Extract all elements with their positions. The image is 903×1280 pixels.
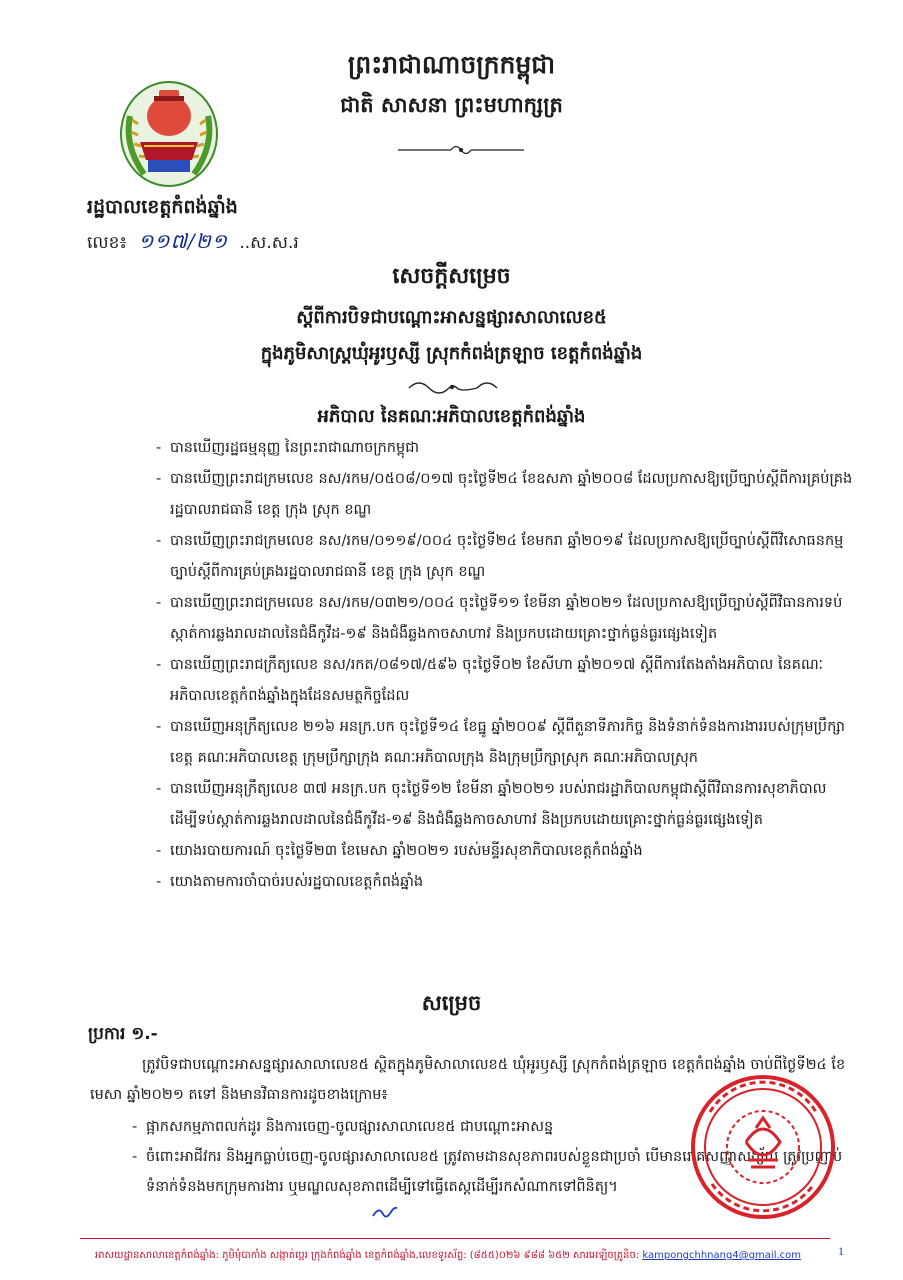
reference-label: លេខ៖ (87, 233, 127, 253)
consideration-item: - បានឃើញអនុក្រឹត្យលេខ ៣៧ អនក្រ.បក ចុះថ្ងៃទី១២ ខែមីនា ឆ្នាំ២០២១ របស់រាជរដ្ឋាភិបាលកម្ពុជាស្ដីពីវិធានការសុខាភិបាលដើម្បីទប់ស្កាត់ការឆ្លងរាលដាលនៃជំងឺកូវីដ-១៩ និងជំងឺឆ្លងកាចសាហាវ និងប្រកបដោយគ្រោះថ្នាក់ធ្ងន់ធ្ងរផ្សេងទៀត (156, 774, 856, 836)
subject-line-1: ស្ដីពីការបិទជាបណ្ដោះអាសន្នផ្សារសាលាលេខ៥ (296, 307, 607, 328)
authority-line: អភិបាល នៃគណៈអភិបាលខេត្តកំពង់ឆ្នាំង (317, 406, 586, 427)
ornament-divider-icon (396, 140, 526, 160)
official-seal-icon (688, 1072, 838, 1222)
footer-text: អាសយដ្ឋានសាលាខេត្តកំពង់ឆ្នាំង: ភូមិមុំបាកាំង សង្កាត់ប្អេរ ក្រុងកំពង់ឆ្នាំង ខេត្តកំពង់ឆ្នាំង,លេខទូរស័ព្ទ: (៨៥៥)០២៦ ៩៨៨ ៦៥២ សារអេឡិចត្រូនិច: (95, 1250, 640, 1261)
consideration-item: - បានឃើញព្រះរាជក្រមលេខ នស/រកម/០១១៩/០០៤ ចុះថ្ងៃទី២៤ ខែមករា ឆ្នាំ២០១៩ ដែលប្រកាសឱ្យប្រើច្បាប់ស្ដីពីវិសោធនកម្មច្បាប់ស្ដីពីការគ្រប់គ្រងរដ្ឋបាលរាជធានី ខេត្ត ក្រុង ស្រុក ខណ្ឌ (156, 526, 856, 588)
footer-address (95, 1248, 825, 1263)
considerations-list (156, 433, 856, 898)
provincial-logo-icon (118, 76, 220, 188)
consideration-item: - បានឃើញព្រះរាជក្រមលេខ នស/រកម/០៣២១/០០៤ ចុះថ្ងៃទី១១ ខែមីនា ឆ្នាំ២០២១ ដែលប្រកាសឱ្យប្រើច្បាប់ស្ដីពីវិធានការទប់ស្កាត់ការឆ្លងរាលដាលនៃជំងឺកូវីដ-១៩ និងជំងឺឆ្លងកាចសាហាវ និងប្រកបដោយគ្រោះថ្នាក់ធ្ងន់ធ្ងរផ្សេងទៀត (156, 588, 856, 650)
document-type: សេចក្ដីសម្រេច (392, 264, 511, 289)
article-paragraph: ត្រូវបិទជាបណ្ដោះអាសន្នផ្សារសាលាលេខ៥ ស្ថិតក្នុងភូមិសាលាលេខ៥ ឃុំអូរឫស្សី ស្រុកកំពង់ត្រឡាច ខេត្តកំពង់ឆ្នាំង ចាប់ពីថ្ងៃទី២៤ ខែមេសា ឆ្នាំ២០២១ តទៅ និងមានវិធានការដូចខាងក្រោម៖ (90, 1057, 846, 1103)
measure-item: - ចំពោះអាជីវករ និងអ្នកធ្លាប់ចេញ-ចូលផ្សារសាលាលេខ៥ ត្រូវតាមដានសុខភាពរបស់ខ្លួនជាប្រចាំ បើមានរោគសញ្ញាសង្ស័យ ត្រូវប្រញាប់ទំនាក់ទំនងមកក្រុមការងារ ឬមណ្ឌលសុខភាពដើម្បីទៅធ្វើតេស្តដើម្បីរកសំណាកទៅពិនិត្យ។ (132, 1142, 862, 1202)
ornament-flourish-icon (405, 376, 500, 396)
measure-item: - ផ្អាកសកម្មភាពលក់ដូរ និងការចេញ-ចូលផ្សារសាលាលេខ៥ ជាបណ្ដោះអាសន្ន (132, 1112, 862, 1142)
article-label: ប្រការ ១.- (88, 1024, 158, 1044)
decision-heading: សម្រេច (421, 991, 482, 1015)
reference-suffix: ..ស.ស.រ (239, 233, 299, 253)
consideration-item: - បានឃើញព្រះរាជក្រមលេខ នស/រកម/០៥០៨/០១៧ ចុះថ្ងៃទី២៤ ខែឧសភា ឆ្នាំ២០០៨ ដែលប្រកាសឱ្យប្រើច្បាប់ស្ដីពីការគ្រប់គ្រងរដ្ឋបាលរាជធានី ខេត្ត ក្រុង ស្រុក ខណ្ឌ (156, 464, 856, 526)
kingdom-title: ព្រះរាជាណាចក្រកម្ពុជា (347, 50, 556, 79)
national-motto: ជាតិ សាសនា ព្រះមហាក្សត្រ (340, 93, 563, 117)
footer-email-link[interactable]: kampongchhnang4@gmail.com (642, 1250, 802, 1261)
issuing-authority: រដ្ឋបាលខេត្តកំពង់ឆ្នាំង (87, 196, 238, 218)
footer-divider (80, 1238, 830, 1239)
consideration-item: - បានឃើញអនុក្រឹត្យលេខ ២១៦ អនក្រ.បក ចុះថ្ងៃទី១៤ ខែធ្នូ ឆ្នាំ២០០៩ ស្ដីពីតួនាទីភារកិច្ច និងទំនាក់ទំនងការងាររបស់ក្រុមប្រឹក្សាខេត្ត គណៈអភិបាលខេត្ត ក្រុមប្រឹក្សាក្រុង គណៈអភិបាលក្រុង និងក្រុមប្រឹក្សាស្រុក គណៈអភិបាលស្រុក (156, 712, 856, 774)
reference-number: ១១៧/២១ (138, 229, 228, 253)
consideration-item: - បានឃើញព្រះរាជក្រឹត្យលេខ នស/រកត/០៨១៧/៥៩៦ ចុះថ្ងៃទី០២ ខែសីហា ឆ្នាំ២០១៧ ស្ដីពីការតែងតាំងអភិបាល នៃគណៈអភិបាលខេត្តកំពង់ឆ្នាំងក្នុងដែនសមត្ថកិច្ចដែល (156, 650, 856, 712)
consideration-item: - យោងរបាយការណ៍ ចុះថ្ងៃទី២៣ ខែមេសា ឆ្នាំ២០២១ របស់មន្ទីរសុខាភិបាលខេត្តកំពង់ឆ្នាំង (156, 836, 856, 867)
subject-line-2: ក្នុងភូមិសាស្ត្រឃុំអូរឫស្សី ស្រុកកំពង់ត្រឡាច ខេត្តកំពង់ឆ្នាំង (260, 343, 643, 364)
page-number: 1 (838, 1244, 844, 1258)
initial-mark-icon (370, 1206, 400, 1220)
consideration-item: - យោងតាមការចាំបាច់របស់រដ្ឋបាលខេត្តកំពង់ឆ្នាំង (156, 867, 856, 898)
consideration-item: - បានឃើញរដ្ឋធម្មនុញ្ញ នៃព្រះរាជាណាចក្រកម្ពុជា (156, 433, 856, 464)
reference-line (87, 228, 299, 258)
